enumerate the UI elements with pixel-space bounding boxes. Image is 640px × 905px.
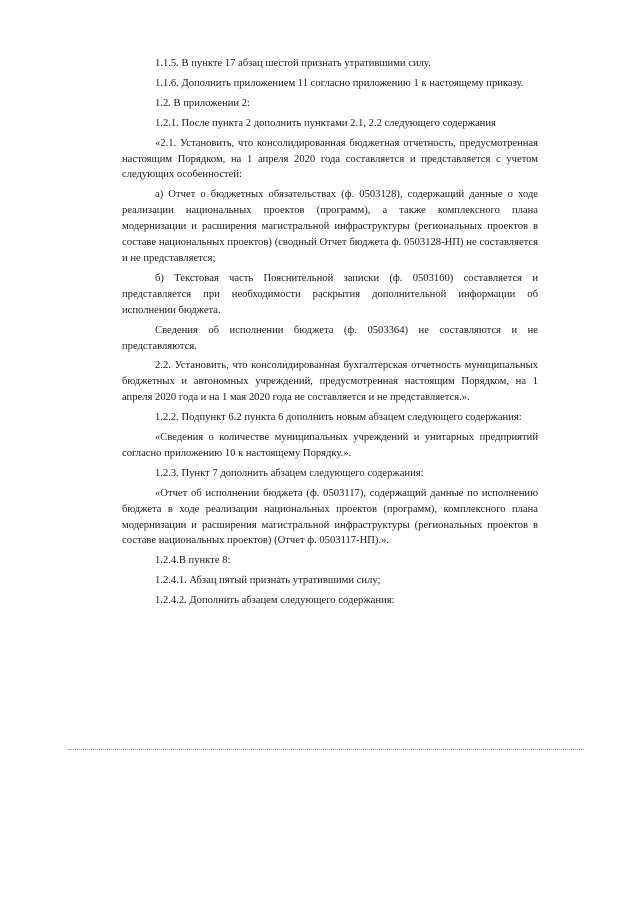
document-body	[122, 56, 538, 609]
paragraph-1-2-4-1: 1.2.4.1. Абзац пятый признать утратившими силу;	[155, 575, 381, 587]
paragraph-1-1-5: 1.1.5. В пункте 17 абзац шестой признать утратившими силу.	[155, 58, 431, 69]
paragraph-1-1-6: 1.1.6. Дополнить приложением 11 согласно приложению 1 к настоящему приказу.	[155, 77, 524, 89]
paragraph-2-1: «2.1. Установить, что консолидированная бюджетная отчетность, предусмотренная настоящим Порядком, на 1 апреля 2020 года составляется и представляется с учетом следующих особенностей:	[122, 137, 538, 181]
paragraph-item-a: а) Отчет о бюджетных обязательствах (ф. 0503128), содержащий данные о ходе реализации национальных проектов (программ), а также комплексного плана модернизации и расширения магистральной инфраструктуры (региональных проектов в составе национальных проектов) (сводный Отчет бюджета ф. 0503128-НП) не составляется и не представляется;	[122, 189, 538, 264]
paragraph-item-b: б) Текстовая часть Пояснительной записки (ф. 0503160) составляется и представляется при необходимости раскрытия дополнительной информации об исполнении бюджета.	[122, 272, 538, 316]
paragraph-quote-report: «Отчет об исполнении бюджета (ф. 0503117), содержащий данные по исполнению бюджета в ходе реализации национальных проектов (программ), комплексного плана модернизации и расширения магистральной инфраструктуры (региональных проектов в составе национальных проектов) (Отчет ф. 0503117-НП).».	[122, 487, 538, 547]
paragraph-1-2-4-2: 1.2.4.2. Дополнить абзацем следующего содержания:	[155, 595, 395, 607]
paragraph-quote-institutions: «Сведения о количестве муниципальных учреждений и унитарных предприятий согласно приложению 10 к настоящему Порядку.».	[122, 432, 538, 459]
paragraph-1-2-2: 1.2.2. Подпункт 6.2 пункта 6 дополнить новым абзацем следующего содержания:	[155, 412, 522, 424]
paragraph-budget-info: Сведения об исполнении бюджета (ф. 0503364) не составляются и не представляются.	[122, 324, 538, 352]
paragraph-1-2-4: 1.2.4.В пункте 8:	[155, 555, 231, 567]
page-separator-line	[68, 749, 584, 750]
paragraph-1-2-3: 1.2.3. Пункт 7 дополнить абзацем следующего содержания:	[155, 467, 424, 479]
paragraph-2-2: 2.2. Установить, что консолидированная бухгалтерская отчетность муниципальных бюджетных и автономных учреждений, предусмотренная настоящим Порядком, на 1 апреля 2020 года и на 1 мая 2020 года не составляется и не представляется.».	[122, 360, 538, 404]
paragraph-1-2-1: 1.2.1. После пункта 2 дополнить пунктами 2.1, 2.2 следующего содержания	[155, 117, 496, 129]
paragraph-1-2: 1.2. В приложении 2:	[155, 97, 250, 109]
